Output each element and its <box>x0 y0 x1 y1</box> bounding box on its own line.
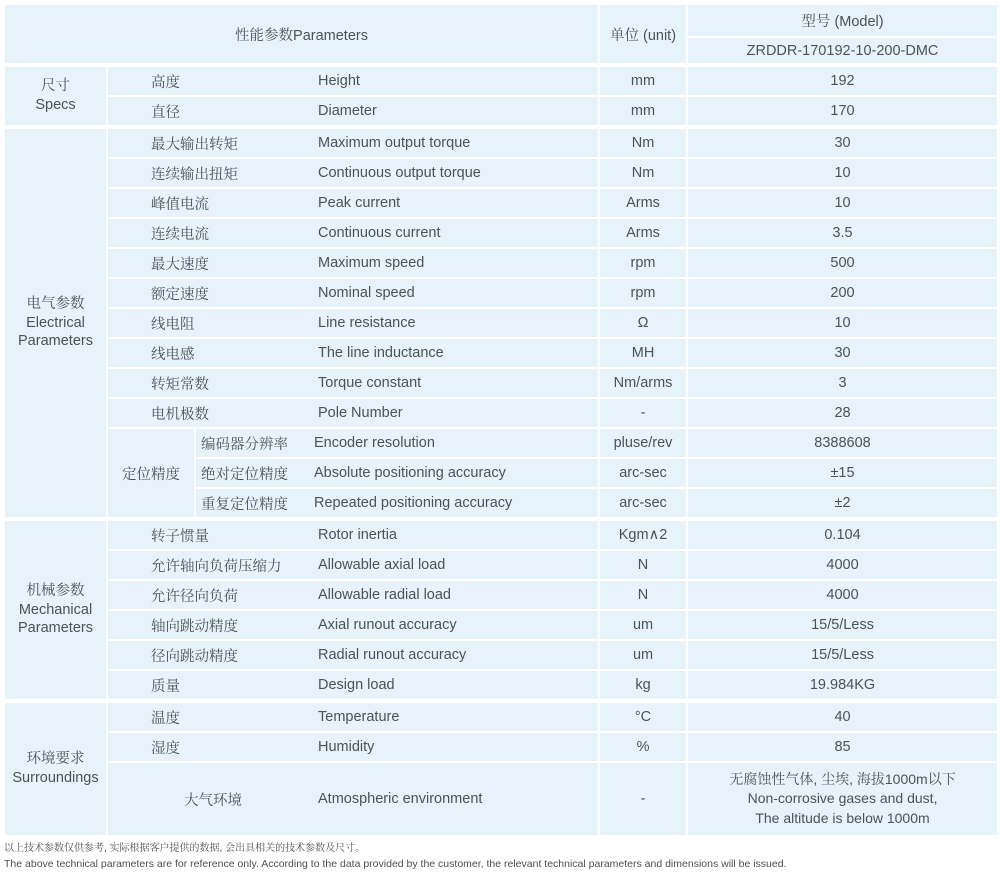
value-cell: 28 <box>687 398 998 428</box>
param-name-en: Humidity <box>318 739 375 755</box>
unit-cell: pluse/rev <box>599 428 687 458</box>
table-row <box>4 338 998 368</box>
unit-cell: Kgm∧2 <box>599 519 687 550</box>
value-cell: 500 <box>687 248 998 278</box>
param-name-en: Nominal speed <box>318 285 415 301</box>
subgroup-label: 定位精度 <box>107 428 195 519</box>
spec-table-body <box>4 65 998 836</box>
table-row <box>4 610 998 640</box>
table-row <box>4 701 998 732</box>
group-label-line: Parameters <box>18 333 93 350</box>
param-row-text <box>108 645 598 666</box>
param-name-cn: 绝对定位精度 <box>201 466 288 483</box>
table-row <box>4 218 998 248</box>
param-row-text <box>108 585 598 606</box>
value-line: Non-corrosive gases and dust, <box>747 790 938 807</box>
table-row <box>4 762 998 836</box>
group-label <box>4 701 107 836</box>
unit-cell: Nm <box>599 158 687 188</box>
footnote-en: The above technical parameters are for reference only. According to the data provided by the customer, the relevant technical parameters and dimensions will be issued. <box>4 857 787 870</box>
param-row-text <box>108 133 598 154</box>
param-name-en: Pole Number <box>318 405 403 421</box>
value-cell: 15/5/Less <box>687 610 998 640</box>
group-label <box>4 65 107 127</box>
param-cell <box>107 96 599 127</box>
param-row-text <box>108 525 598 546</box>
param-name-en: Absolute positioning accuracy <box>314 465 506 481</box>
footer-notes <box>4 842 1000 872</box>
unit-cell: arc-sec <box>599 488 687 519</box>
value-cell: 4000 <box>687 580 998 610</box>
value-cell: 200 <box>687 278 998 308</box>
value-cell: 4000 <box>687 550 998 580</box>
param-name-cn: 轴向跳动精度 <box>151 618 238 635</box>
value-cell: ±15 <box>687 458 998 488</box>
value-cell: 170 <box>687 96 998 127</box>
param-name-cn: 最大输出转矩 <box>151 136 238 153</box>
param-name-en: Axial runout accuracy <box>318 617 457 633</box>
value-cell: 192 <box>687 65 998 96</box>
param-row-text <box>108 223 598 244</box>
param-row-text <box>108 163 598 184</box>
param-name-en: Allowable axial load <box>318 557 446 573</box>
table-row <box>4 127 998 158</box>
param-row-text <box>108 675 598 696</box>
value-cell: 40 <box>687 701 998 732</box>
param-name-cn: 湿度 <box>151 740 180 757</box>
table-row <box>4 188 998 218</box>
table-row <box>4 65 998 96</box>
value-cell: 30 <box>687 127 998 158</box>
table-row <box>4 308 998 338</box>
group-label-line: 电气参数 <box>26 295 85 312</box>
group-label-line: Parameters <box>18 620 93 637</box>
table-row <box>4 398 998 428</box>
param-row-text <box>196 463 598 484</box>
group-label-line: 环境要求 <box>26 751 85 768</box>
param-cell <box>107 338 599 368</box>
group-label <box>4 519 107 701</box>
param-cell <box>107 398 599 428</box>
param-name-cn: 重复定位精度 <box>201 496 288 513</box>
param-name-cn: 质量 <box>151 678 180 695</box>
param-cell <box>107 550 599 580</box>
param-cell <box>107 640 599 670</box>
value-cell: 8388608 <box>687 428 998 458</box>
unit-cell: Arms <box>599 218 687 248</box>
param-cell <box>195 488 599 519</box>
param-cell <box>107 218 599 248</box>
footnote-cn: 以上技术参数仅供参考, 实际根据客户提供的数据, 会出具相关的技术参数及尺寸。 <box>4 843 366 854</box>
param-row-text <box>196 493 598 514</box>
table-header <box>4 4 998 65</box>
value-cell: 3 <box>687 368 998 398</box>
unit-cell: um <box>599 610 687 640</box>
value-cell: ±2 <box>687 488 998 519</box>
param-name-cn: 线电感 <box>151 346 195 363</box>
param-row-text <box>108 737 598 758</box>
param-name-cn: 转矩常数 <box>151 376 209 393</box>
param-row-text <box>108 789 598 810</box>
param-row-text <box>196 433 598 454</box>
group-label-line: Specs <box>35 97 76 113</box>
table-row <box>4 732 998 762</box>
value-cell: 85 <box>687 732 998 762</box>
param-cell <box>107 670 599 701</box>
param-row-text <box>108 707 598 728</box>
parameters-header: 性能参数Parameters <box>4 4 599 65</box>
param-name-cn: 连续输出扭矩 <box>151 166 238 183</box>
param-name-cn: 高度 <box>151 74 180 91</box>
param-name-en: Radial runout accuracy <box>318 647 467 663</box>
param-row-text <box>108 283 598 304</box>
param-name-en: Maximum output torque <box>318 135 471 151</box>
unit-cell: Nm/arms <box>599 368 687 398</box>
header-row-1 <box>4 4 998 37</box>
param-cell <box>195 428 599 458</box>
param-name-en: Diameter <box>318 103 377 119</box>
table-row <box>4 580 998 610</box>
group-label-line: Electrical <box>26 314 85 331</box>
param-name-cn: 允许轴向负荷压缩力 <box>151 558 282 575</box>
param-cell <box>107 188 599 218</box>
unit-cell: mm <box>599 65 687 96</box>
unit-cell: N <box>599 580 687 610</box>
param-cell <box>107 65 599 96</box>
param-name-en: Design load <box>318 677 395 693</box>
param-name-en: Encoder resolution <box>314 435 435 451</box>
param-row-text <box>108 373 598 394</box>
param-name-en: Continuous output torque <box>318 165 481 181</box>
param-name-cn: 径向跳动精度 <box>151 648 238 665</box>
param-cell <box>107 248 599 278</box>
param-cell <box>107 278 599 308</box>
unit-cell: °C <box>599 701 687 732</box>
unit-cell: mm <box>599 96 687 127</box>
param-name-cn: 大气环境 <box>184 792 242 809</box>
param-name-cn: 允许径向负荷 <box>151 588 238 605</box>
param-row-text <box>108 615 598 636</box>
value-line: 无腐蚀性气体, 尘埃, 海拔1000m以下 <box>729 771 956 788</box>
model-number: ZRDDR-170192-10-200-DMC <box>687 37 998 65</box>
unit-header: 单位 (unit) <box>599 4 687 65</box>
param-name-cn: 转子惯量 <box>151 528 209 545</box>
param-name-cn: 编码器分辨率 <box>201 436 288 453</box>
table-row <box>4 428 998 458</box>
table-row <box>4 550 998 580</box>
param-row-text <box>108 555 598 576</box>
param-name-en: Line resistance <box>318 315 416 331</box>
param-cell <box>107 762 599 836</box>
param-cell <box>107 732 599 762</box>
param-name-en: Rotor inertia <box>318 527 397 543</box>
table-row <box>4 519 998 550</box>
unit-cell: - <box>599 398 687 428</box>
unit-cell: N <box>599 550 687 580</box>
param-name-cn: 最大速度 <box>151 256 209 273</box>
unit-cell: rpm <box>599 248 687 278</box>
param-row-text <box>108 71 598 92</box>
param-row-text <box>108 193 598 214</box>
param-name-cn: 直径 <box>151 104 180 121</box>
param-name-en: Height <box>318 73 360 89</box>
unit-cell: Arms <box>599 188 687 218</box>
group-label-line: 尺寸 <box>41 78 70 95</box>
value-cell: 10 <box>687 308 998 338</box>
value-cell <box>687 762 998 836</box>
table-row <box>4 278 998 308</box>
param-name-en: Maximum speed <box>318 255 425 271</box>
value-cell: 15/5/Less <box>687 640 998 670</box>
param-name-en: The line inductance <box>318 345 444 361</box>
unit-cell: - <box>599 762 687 836</box>
table-row <box>4 158 998 188</box>
param-name-en: Temperature <box>318 709 400 725</box>
param-name-cn: 线电阻 <box>151 316 195 333</box>
param-row-text <box>108 253 598 274</box>
value-cell: 10 <box>687 188 998 218</box>
table-row <box>4 670 998 701</box>
param-name-en: Atmospheric environment <box>318 791 483 807</box>
param-name-cn: 温度 <box>151 710 180 727</box>
unit-cell: % <box>599 732 687 762</box>
value-cell: 19.984KG <box>687 670 998 701</box>
unit-cell: um <box>599 640 687 670</box>
unit-cell: arc-sec <box>599 458 687 488</box>
spec-table <box>3 3 999 837</box>
param-cell <box>107 610 599 640</box>
param-name-cn: 电机极数 <box>151 406 209 423</box>
param-cell <box>107 158 599 188</box>
param-name-en: Peak current <box>318 195 401 211</box>
unit-cell: rpm <box>599 278 687 308</box>
group-label-line: Surroundings <box>12 770 99 786</box>
param-name-cn: 峰值电流 <box>151 196 209 213</box>
table-row <box>4 248 998 278</box>
model-header: 型号 (Model) <box>687 4 998 37</box>
group-label-line: Mechanical <box>18 601 93 618</box>
param-name-en: Allowable radial load <box>318 587 451 603</box>
param-row-text <box>108 343 598 364</box>
param-row-text <box>108 101 598 122</box>
param-cell <box>107 701 599 732</box>
param-cell <box>107 368 599 398</box>
value-cell: 0.104 <box>687 519 998 550</box>
unit-cell: kg <box>599 670 687 701</box>
param-cell <box>107 519 599 550</box>
param-row-text <box>108 313 598 334</box>
table-row <box>4 640 998 670</box>
unit-cell: MH <box>599 338 687 368</box>
value-line: The altitude is below 1000m <box>755 809 930 826</box>
param-name-en: Continuous current <box>318 225 441 241</box>
param-cell <box>195 458 599 488</box>
param-name-en: Repeated positioning accuracy <box>314 495 513 511</box>
param-name-cn: 额定速度 <box>151 286 209 303</box>
param-cell <box>107 580 599 610</box>
value-cell: 30 <box>687 338 998 368</box>
table-row <box>4 96 998 127</box>
param-cell <box>107 308 599 338</box>
value-cell: 10 <box>687 158 998 188</box>
group-label <box>4 127 107 519</box>
param-cell <box>107 127 599 158</box>
param-name-en: Torque constant <box>318 375 422 391</box>
value-cell: 3.5 <box>687 218 998 248</box>
unit-cell: Ω <box>599 308 687 338</box>
param-name-cn: 连续电流 <box>151 226 209 243</box>
group-label-line: 机械参数 <box>26 582 85 599</box>
param-row-text <box>108 403 598 424</box>
table-row <box>4 368 998 398</box>
unit-cell: Nm <box>599 127 687 158</box>
